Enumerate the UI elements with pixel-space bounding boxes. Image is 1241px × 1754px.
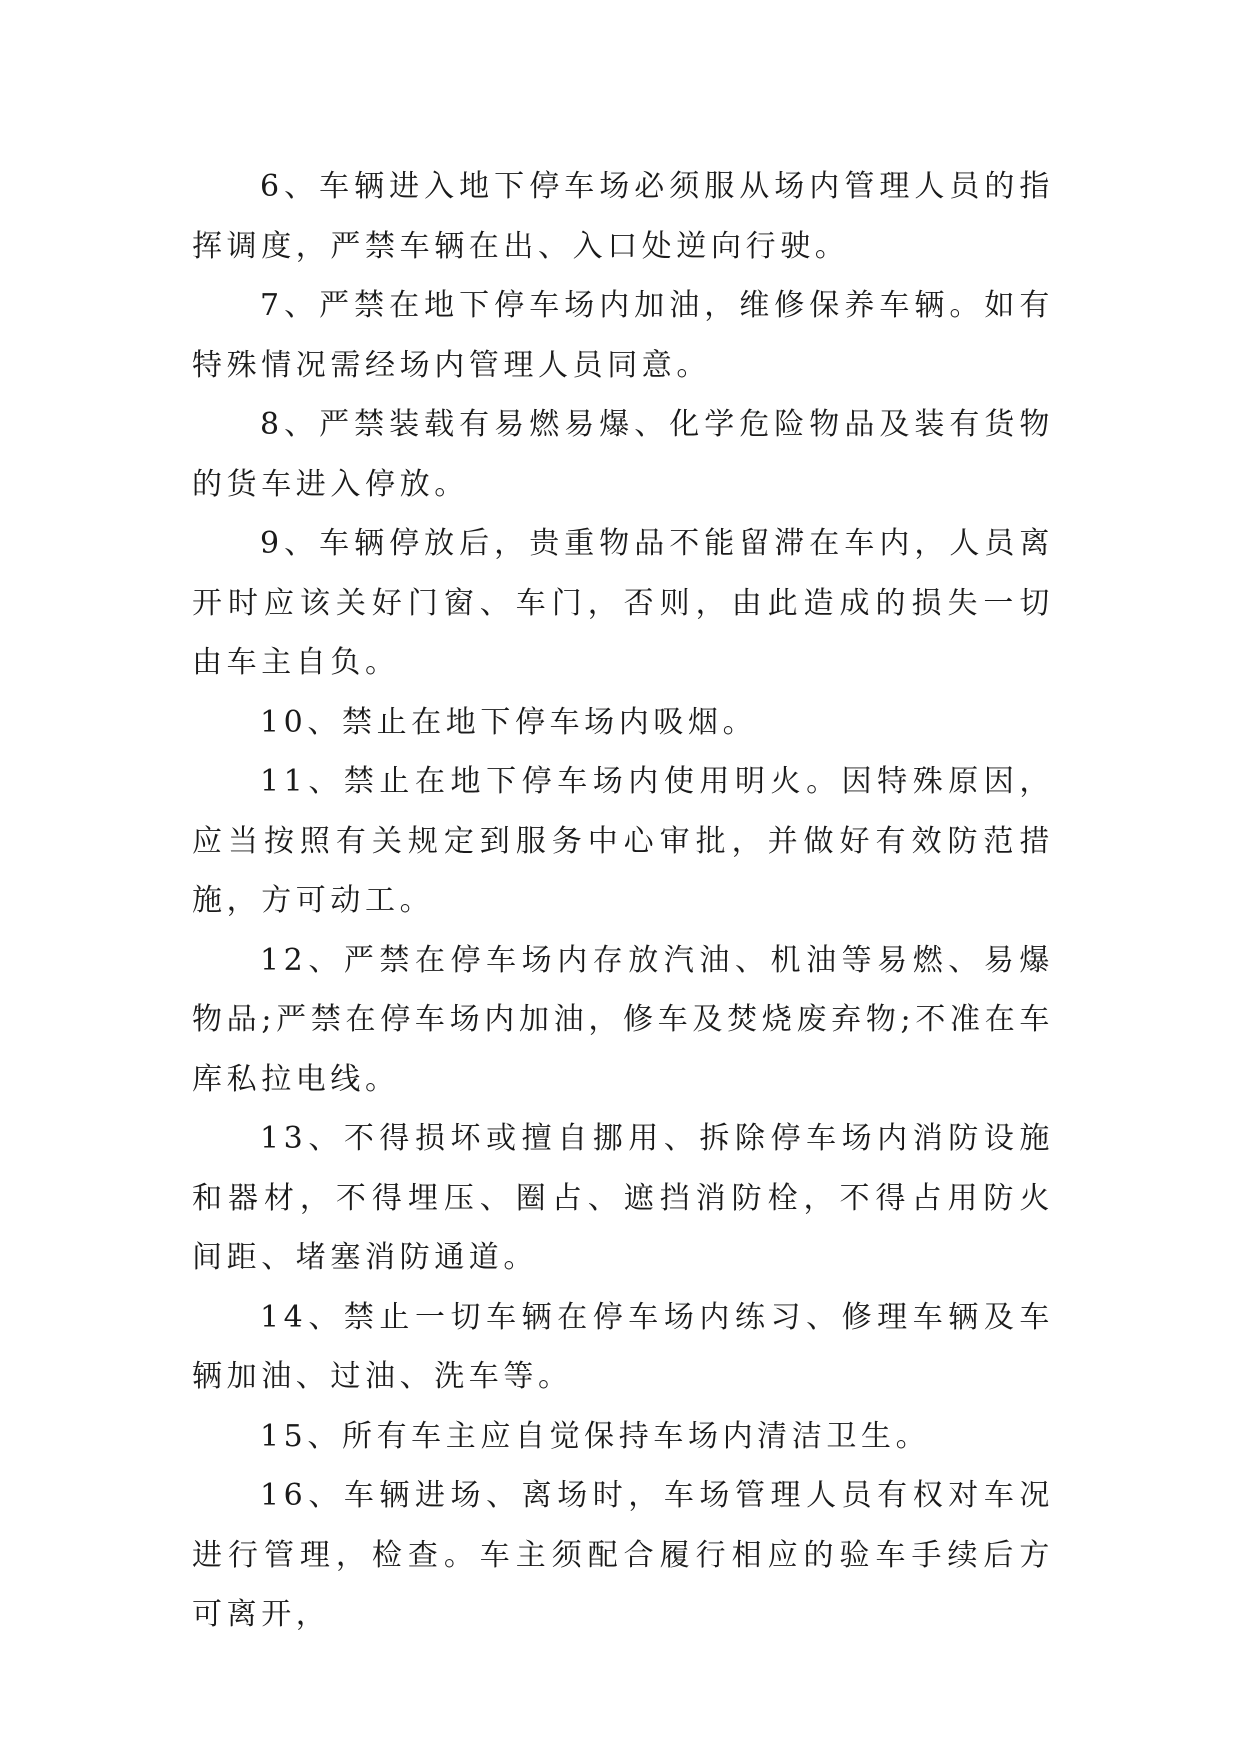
rule-7-paragraph: 7、严禁在地下停车场内加油，维修保养车辆。如有特殊情况需经场内管理人员同意。 — [192, 288, 1054, 383]
rule-16-paragraph: 16、车辆进场、离场时，车场管理人员有权对车况进行管理，检查。车主须配合履行相应的验车手续后方可离开， — [192, 1478, 1054, 1632]
rule-12-paragraph: 12、严禁在停车场内存放汽油、机油等易燃、易爆物品;严禁在停车场内加油，修车及焚烧废弃物;不准在车库私拉电线。 — [192, 942, 1054, 1097]
rule-14-paragraph: 14、禁止一切车辆在停车场内练习、修理车辆及车辆加油、过油、洗车等。 — [192, 1299, 1054, 1394]
rule-15-paragraph: 15、所有车主应自觉保持车场内清洁卫生。 — [260, 1418, 931, 1454]
rule-11-paragraph: 11、禁止在地下停车场内使用明火。因特殊原因，应当按照有关规定到服务中心审批，并做好有效防范措施，方可动工。 — [192, 764, 1054, 918]
rule-8-paragraph: 8、严禁装载有易燃易爆、化学危险物品及装有货物的货车进入停放。 — [192, 407, 1054, 502]
rule-10-paragraph: 10、禁止在地下停车场内吸烟。 — [260, 704, 758, 740]
document-body — [192, 157, 1054, 1645]
rule-6-paragraph: 6、车辆进入地下停车场必须服从场内管理人员的指挥调度，严禁车辆在出、入口处逆向行驶。 — [192, 169, 1054, 264]
rule-9-paragraph: 9、车辆停放后，贵重物品不能留滞在车内，人员离开时应该关好门窗、车门，否则，由此造成的损失一切由车主自负。 — [192, 526, 1054, 680]
rule-13-paragraph: 13、不得损坏或擅自挪用、拆除停车场内消防设施和器材，不得埋压、圈占、遮挡消防栓，不得占用防火间距、堵塞消防通道。 — [192, 1121, 1054, 1275]
